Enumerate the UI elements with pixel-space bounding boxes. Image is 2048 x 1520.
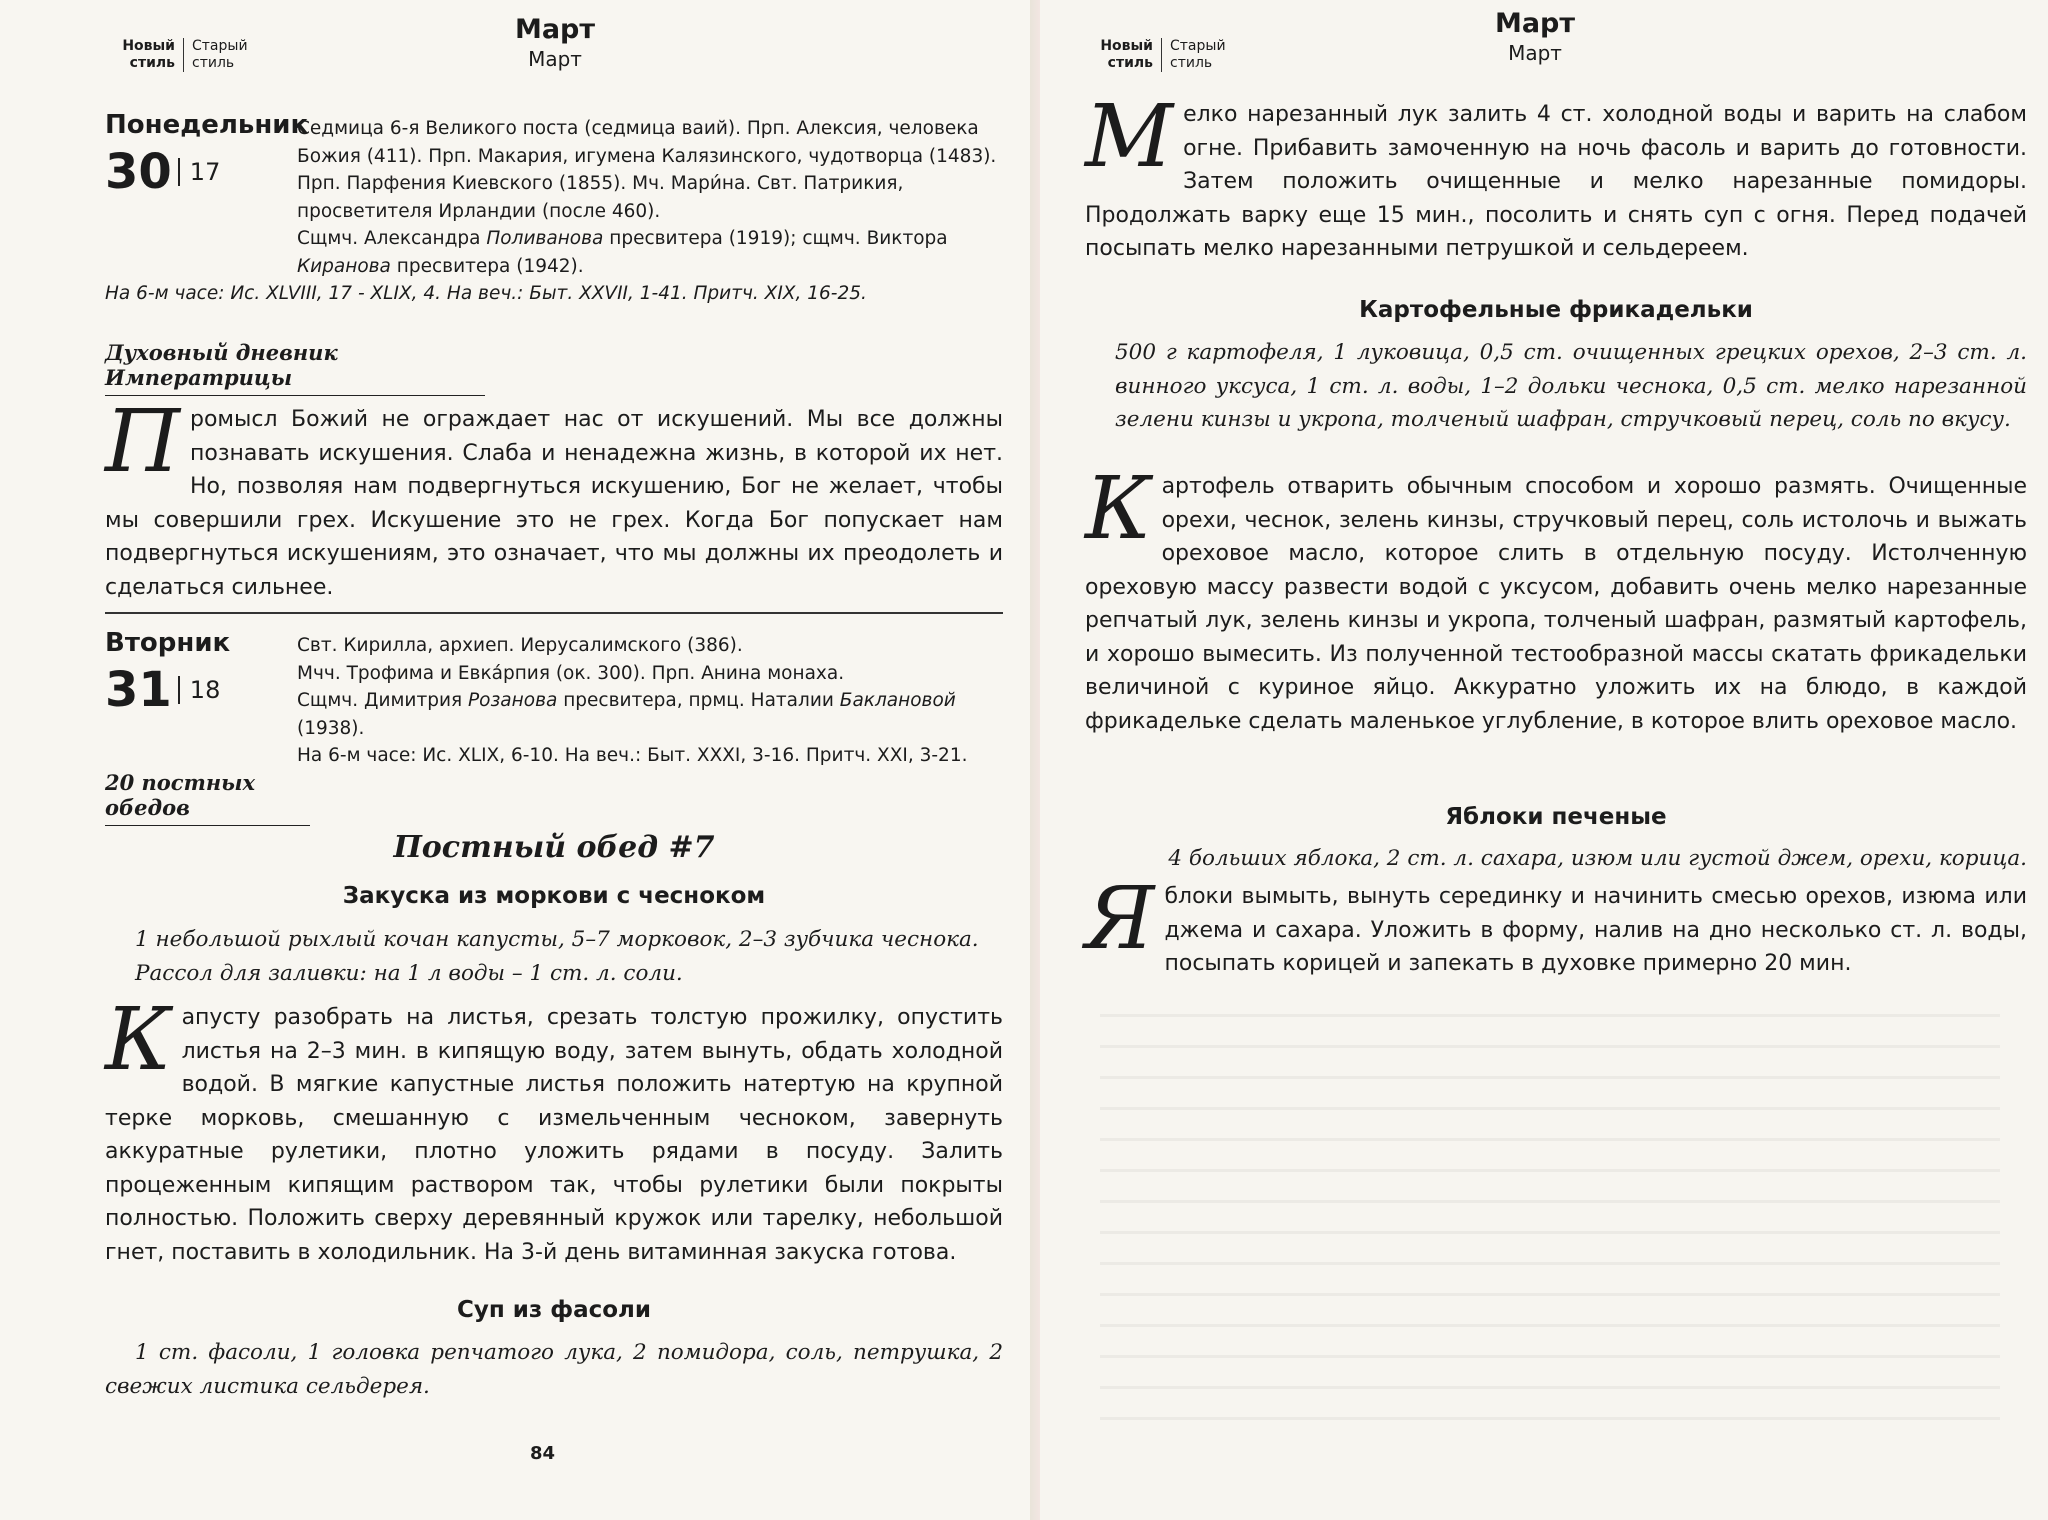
calendar-line: Сщмч. Александра Поливанова пресвитера (1919); сщмч. Виктора Кирановa пресвитера (1942). xyxy=(297,228,948,277)
ingredient-line: 1 небольшой рыхлый кочан капусты, 5–7 морковок, 2–3 зубчика чеснока. xyxy=(135,927,979,952)
diary-text-block xyxy=(105,392,1003,604)
fasting-section-title: 20 постных обедов xyxy=(105,770,310,826)
right-page xyxy=(1040,0,2048,1520)
calendar-tuesday xyxy=(297,632,1007,770)
month-old: Март xyxy=(528,47,582,71)
recipe-title: Суп из фасоли xyxy=(457,1297,651,1323)
old-style-label: Старый стиль xyxy=(192,38,248,71)
drop-cap: К xyxy=(1085,459,1152,559)
ingredient-line: 4 больших яблока, 2 ст. л. сахара, изюм или густой джем, орехи, корица. xyxy=(1168,846,2027,871)
day-new-number: 30 xyxy=(105,144,172,200)
ingredient-line: Рассол для заливки: на 1 л воды – 1 ст. л. соли. xyxy=(135,960,683,986)
month-header-left xyxy=(440,14,670,72)
recipe-text: елко нарезанный лук залить 4 ст. холодной воды и варить на слабом огне. Прибавить замоченную на ночь фасоль и варить до готовности. Затем положить очищенные и мелко нарезанные помидоры. Продолжать варку еще 15 мин., посолить и снять суп с огня. Перед подачей посыпать мелко нарезанными петрушкой и сельдереем. xyxy=(1085,102,2027,261)
calendar-line: Мчч. Трофима и Евка́рпия (ок. 300). Прп. Анина монаха. xyxy=(297,662,845,684)
diary-text: ромысл Божий не ограждает нас от искушений. Мы все должны познавать искушения. Слаба и ненадежна жизнь, в которой их нет. Но, позволяя нам подвергнуться искушению, Бог не желает, чтобы мы совершили грех. Искушение это не грех. Когда Бог попускает нам подвергнуться искушениям, это означает, что мы должны их преодолеть и сделаться сильнее. xyxy=(105,407,1003,600)
weekday-tuesday: Вторник xyxy=(105,628,231,658)
recipe-text: артофель отварить обычным способом и хорошо размять. Очищенные орехи, чеснок, зелень кинзы, стручковый перец, соль истолочь и выжать ореховое масло, которое слить в отдельную посуду. Истолченную ореховую массу развести водой с уксусом, добавить очень мелко нарезанные репчатый лук, зелень кинзы и укропа, толченый шафран, размятый картофель, и хорошо вымесить. Из полученной тестообразной массы скатать фрикадельки величиной с куриное яйцо. Аккуратно уложить их на блюдо, в каждой фрикадельке сделать маленькое углубление, в которое влить ореховое масло. xyxy=(1085,474,2027,734)
recipe-ingredients xyxy=(135,923,1005,990)
new-style-label: Новый стиль xyxy=(1083,38,1162,72)
recipe-title: Яблоки печеные xyxy=(1445,804,1667,830)
old-style-label: Старый стиль xyxy=(1170,38,1226,71)
recipe-ingredients xyxy=(1085,842,2027,876)
calendar-line: Седмица 6-я Великого поста (седмица ваий). Прп. Алексия, человека Божия (411). Прп. Макария, игумена Калязинского, чудотворца (1483). xyxy=(297,118,997,167)
recipe-text-block xyxy=(105,990,1003,1269)
readings-tuesday: На 6-м часе: Ис. XLIX, 6-10. На веч.: Быт. XXXI, 3-16. Притч. XXI, 3-21. xyxy=(297,745,968,766)
day-old-number: 17 xyxy=(178,158,221,186)
divider xyxy=(105,612,1003,614)
bleed-through-texture xyxy=(1100,1000,2000,1430)
diary-title: Духовный дневник Императрицы xyxy=(105,340,485,396)
readings-monday: На 6-м часе: Ис. XLVIII, 17 - XLIX, 4. На веч.: Быт. XXVII, 1-41. Притч. XIX, 16-25. xyxy=(105,283,867,304)
ingredient-line: 1 ст. фасоли, 1 головка репчатого лука, 2 помидора, соль, петрушка, 2 свежих листика сельдерея. xyxy=(105,1340,1003,1399)
calendar-line: Сщмч. Димитрия Розанова пресвитера, прмц. Наталии Баклановой (1938). xyxy=(297,690,956,739)
soup-text-block xyxy=(1085,87,2027,266)
month-new: Март xyxy=(514,14,596,45)
weekday-monday: Понедельник xyxy=(105,110,309,140)
recipe-text: апусту разобрать на листья, срезать толстую прожилку, опустить листья на 2–3 мин. в кипящую воду, затем вынуть, обдать холодной водой. В мягкие капустные листья положить натертую на крупной терке морковь, смешанную с измельченным чесноком, завернуть аккуратные рулетики, плотно уложить рядами в посуду. Залить процеженным кипящим раствором так, чтобы рулетики были покрыты полностью. Положить сверху деревянный кружок или тарелку, небольшой гнет, поставить в холодильник. На 3-й день витаминная закуска готова. xyxy=(105,1005,1003,1265)
recipe-text-block xyxy=(1085,869,2027,981)
style-header-left xyxy=(105,38,252,72)
recipe-ingredients xyxy=(105,1336,1003,1403)
drop-cap: П xyxy=(105,392,180,492)
recipe-text-block xyxy=(1085,459,2027,738)
day-old-number: 18 xyxy=(178,676,221,704)
drop-cap: М xyxy=(1085,87,1174,187)
calendar-line: Прп. Парфения Киевского (1855). Мч. Мари́на. Свт. Патрикия, просветителя Ирландии (после 460). xyxy=(297,173,904,222)
calendar-monday xyxy=(105,115,1003,308)
month-old: Март xyxy=(1508,41,1562,65)
month-new: Март xyxy=(1494,8,1576,39)
recipe-title: Картофельные фрикадельки xyxy=(1359,297,1753,323)
style-header-right xyxy=(1083,38,1230,72)
month-header-right xyxy=(1420,8,1650,66)
date-tuesday xyxy=(105,664,220,716)
drop-cap: К xyxy=(105,990,172,1090)
ingredient-line: 500 г картофеля, 1 луковица, 0,5 ст. очищенных грецких орехов, 2–3 ст. л. винного уксуса, 1 ст. л. воды, 1–2 дольки чеснока, 0,5 ст. мелко нарезанной зелени кинзы и укропа, толченый шафран, стручковый перец, соль по вкусу. xyxy=(1115,340,2027,432)
menu-title: Постный обед #7 xyxy=(393,830,715,865)
recipe-ingredients xyxy=(1085,336,2027,437)
new-style-label: Новый стиль xyxy=(105,38,184,72)
recipe-title: Закуска из моркови с чесноком xyxy=(342,883,766,909)
recipe-text: блоки вымыть, вынуть серединку и начинить смесью орехов, изюма или джема и сахара. Уложить в форму, налив на дно несколько ст. л. воды, посыпать корицей и запекать в духовке примерно 20 мин. xyxy=(1164,884,2027,976)
day-new-number: 31 xyxy=(105,662,172,718)
calendar-line: Свт. Кирилла, архиеп. Иерусалимского (386). xyxy=(297,635,743,656)
drop-cap: Я xyxy=(1085,869,1155,969)
page-number: 84 xyxy=(530,1443,556,1464)
